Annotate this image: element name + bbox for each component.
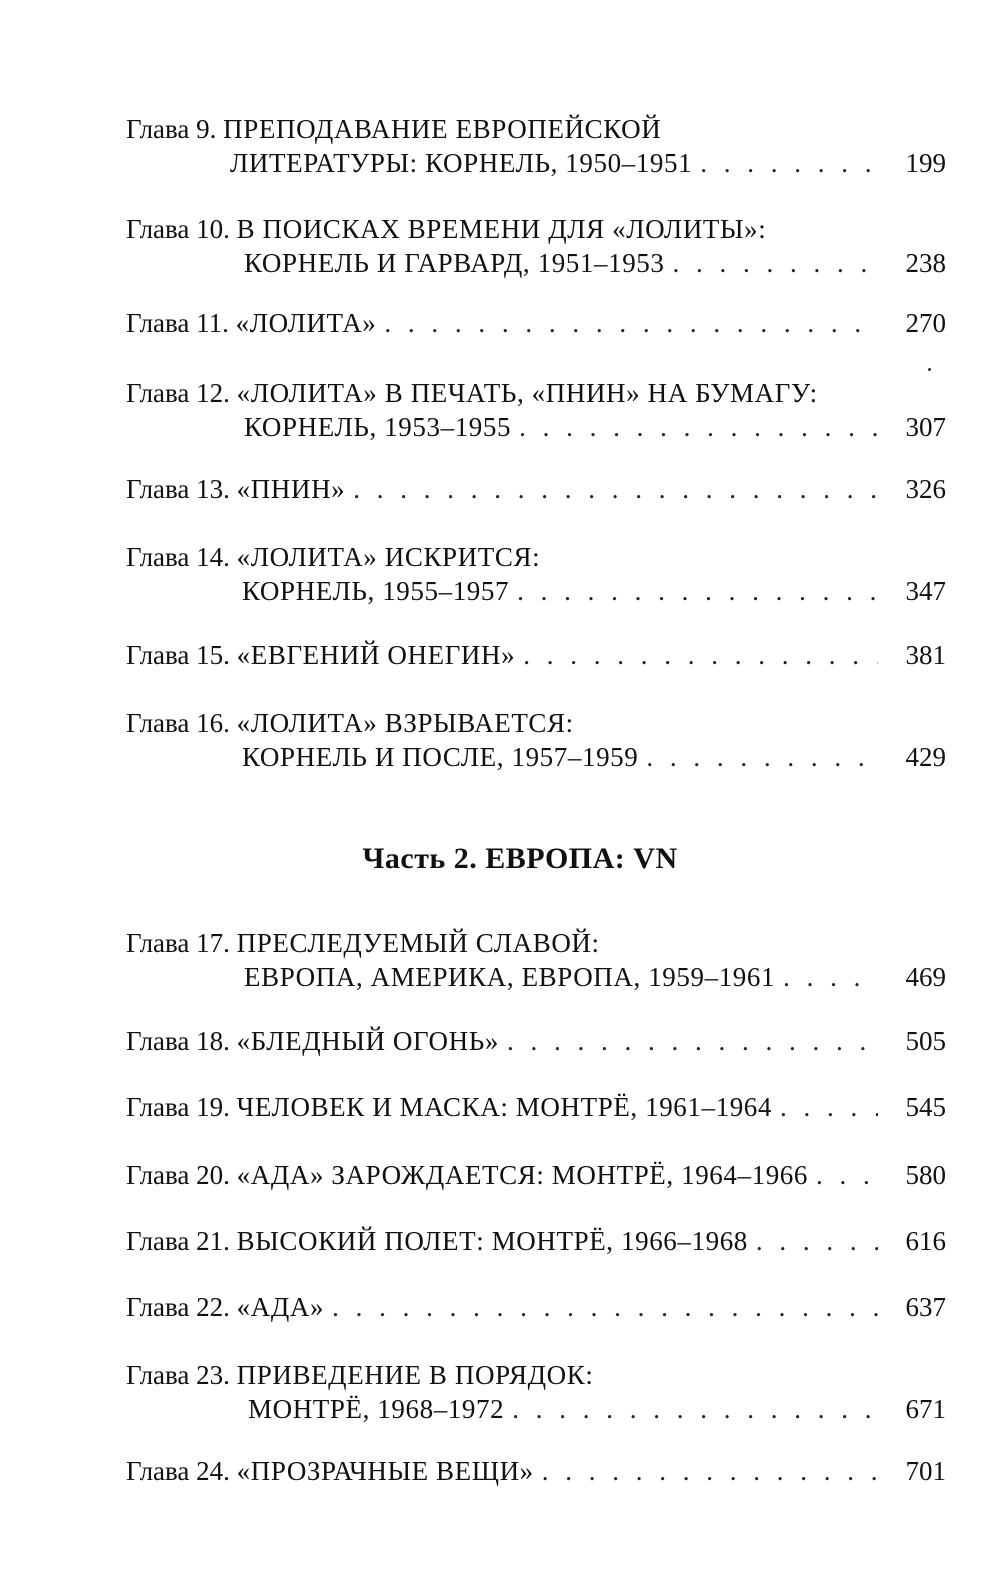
chapter-number: Глава 12. (126, 378, 230, 408)
page-number: 429 (905, 742, 946, 772)
toc-entry-chapter-14[interactable] (126, 540, 946, 608)
page-number: 671 (905, 1394, 946, 1424)
chapter-title-continued: КОРНЕЛЬ И ГАРВАРД, 1951–1953 (244, 248, 665, 278)
toc-entry-chapter-24[interactable] (126, 1454, 946, 1488)
dot-leader (519, 410, 878, 444)
dot-leader (783, 960, 878, 994)
page-number: 326 (905, 474, 946, 504)
part-heading: Часть 2. ЕВРОПА: VN (362, 842, 678, 875)
toc-entry-chapter-11[interactable] (126, 306, 946, 340)
page-number: 469 (905, 962, 946, 992)
page-number: 616 (905, 1226, 946, 1256)
toc-entry-chapter-23[interactable] (126, 1358, 946, 1426)
chapter-title: «ЕВГЕНИЙ ОНЕГИН» (236, 640, 516, 670)
chapter-number: Глава 23. (126, 1360, 230, 1390)
chapter-number: Глава 11. (126, 308, 229, 338)
toc-entry-chapter-20[interactable] (126, 1158, 946, 1192)
chapter-title: «ПРОЗРАЧНЫЕ ВЕЩИ» (236, 1456, 534, 1486)
toc-entry-chapter-15[interactable] (126, 638, 946, 672)
page-number: 238 (905, 248, 946, 278)
chapter-number: Глава 17. (126, 928, 230, 958)
page-number: 637 (905, 1292, 946, 1322)
chapter-number: Глава 24. (126, 1456, 230, 1486)
chapter-title: «ЛОЛИТА» (235, 308, 377, 338)
dot-leader (816, 1158, 878, 1192)
toc-entry-chapter-17[interactable] (126, 926, 946, 994)
chapter-title-continued: МОНТРЁ, 1968–1972 (248, 1394, 505, 1424)
chapter-title-continued: ЕВРОПА, АМЕРИКА, ЕВРОПА, 1959–1961 (244, 962, 776, 992)
chapter-title: ПРЕСЛЕДУЕМЫЙ СЛАВОЙ: (236, 928, 600, 958)
chapter-title: В ПОИСКАХ ВРЕМЕНИ ДЛЯ «ЛОЛИТЫ»: (236, 214, 767, 244)
chapter-title: «АДА» (236, 1292, 325, 1322)
print-speck (928, 368, 931, 371)
page-number: 505 (905, 1026, 946, 1056)
chapter-title: ВЫСОКИЙ ПОЛЕТ: МОНТРЁ, 1966–1968 (236, 1226, 748, 1256)
dot-leader (512, 1392, 878, 1426)
page-number: 580 (905, 1160, 946, 1190)
toc-entry-chapter-12[interactable] (126, 376, 946, 444)
chapter-number: Глава 22. (126, 1292, 230, 1322)
dot-leader (542, 1454, 878, 1488)
chapter-number: Глава 18. (126, 1026, 230, 1056)
page-number: 545 (905, 1092, 946, 1122)
dot-leader (646, 740, 878, 774)
chapter-number: Глава 13. (126, 474, 230, 504)
dot-leader (673, 246, 879, 280)
chapter-title-continued: КОРНЕЛЬ И ПОСЛЕ, 1957–1959 (242, 742, 639, 772)
chapter-number: Глава 19. (126, 1092, 230, 1122)
chapter-number: Глава 10. (126, 214, 230, 244)
page-number: 270 (905, 308, 946, 338)
chapter-title: «ЛОЛИТА» В ПЕЧАТЬ, «ПНИН» НА БУМАГУ: (236, 378, 818, 408)
chapter-title: ЧЕЛОВЕК И МАСКА: МОНТРЁ, 1961–1964 (236, 1092, 773, 1122)
chapter-number: Глава 16. (126, 708, 230, 738)
toc-entry-chapter-10[interactable] (126, 212, 946, 280)
toc-entry-chapter-13[interactable] (126, 472, 946, 506)
chapter-title: «АДА» ЗАРОЖДАЕТСЯ: МОНТРЁ, 1964–1966 (236, 1160, 809, 1190)
chapter-title: «БЛЕДНЫЙ ОГОНЬ» (236, 1026, 499, 1056)
chapter-title-continued: КОРНЕЛЬ, 1953–1955 (244, 412, 512, 442)
chapter-number: Глава 14. (126, 542, 230, 572)
chapter-title: ПРЕПОДАВАНИЕ ЕВРОПЕЙСКОЙ (223, 114, 662, 144)
dot-leader (507, 1024, 878, 1058)
dot-leader (384, 306, 878, 340)
chapter-number: Глава 20. (126, 1160, 230, 1190)
toc-entry-chapter-18[interactable] (126, 1024, 946, 1058)
page-number: 307 (905, 412, 946, 442)
toc-entry-chapter-16[interactable] (126, 706, 946, 774)
page-number: 381 (905, 640, 946, 670)
chapter-title: «ПНИН» (236, 474, 346, 504)
dot-leader (523, 638, 878, 672)
dot-leader (756, 1224, 878, 1258)
dot-leader (780, 1090, 878, 1124)
toc-entry-chapter-22[interactable] (126, 1290, 946, 1324)
chapter-number: Глава 15. (126, 640, 230, 670)
dot-leader (332, 1290, 878, 1324)
chapter-title-continued: КОРНЕЛЬ, 1955–1957 (242, 576, 510, 606)
page-number: 347 (905, 576, 946, 606)
toc-entry-chapter-9[interactable] (126, 112, 946, 180)
toc-entry-chapter-21[interactable] (126, 1224, 946, 1258)
chapter-title-continued: ЛИТЕРАТУРЫ: КОРНЕЛЬ, 1950–1951 (230, 148, 693, 178)
chapter-title: «ЛОЛИТА» ВЗРЫВАЕТСЯ: (236, 708, 574, 738)
chapter-number: Глава 21. (126, 1226, 230, 1256)
dot-leader (700, 146, 878, 180)
page-number: 701 (905, 1456, 946, 1486)
dot-leader (517, 574, 878, 608)
chapter-title: «ЛОЛИТА» ИСКРИТСЯ: (236, 542, 541, 572)
dot-leader (353, 472, 878, 506)
chapter-title: ПРИВЕДЕНИЕ В ПОРЯДОК: (236, 1360, 594, 1390)
page-number: 199 (905, 148, 946, 178)
chapter-number: Глава 9. (126, 114, 217, 144)
toc-entry-chapter-19[interactable] (126, 1090, 946, 1124)
